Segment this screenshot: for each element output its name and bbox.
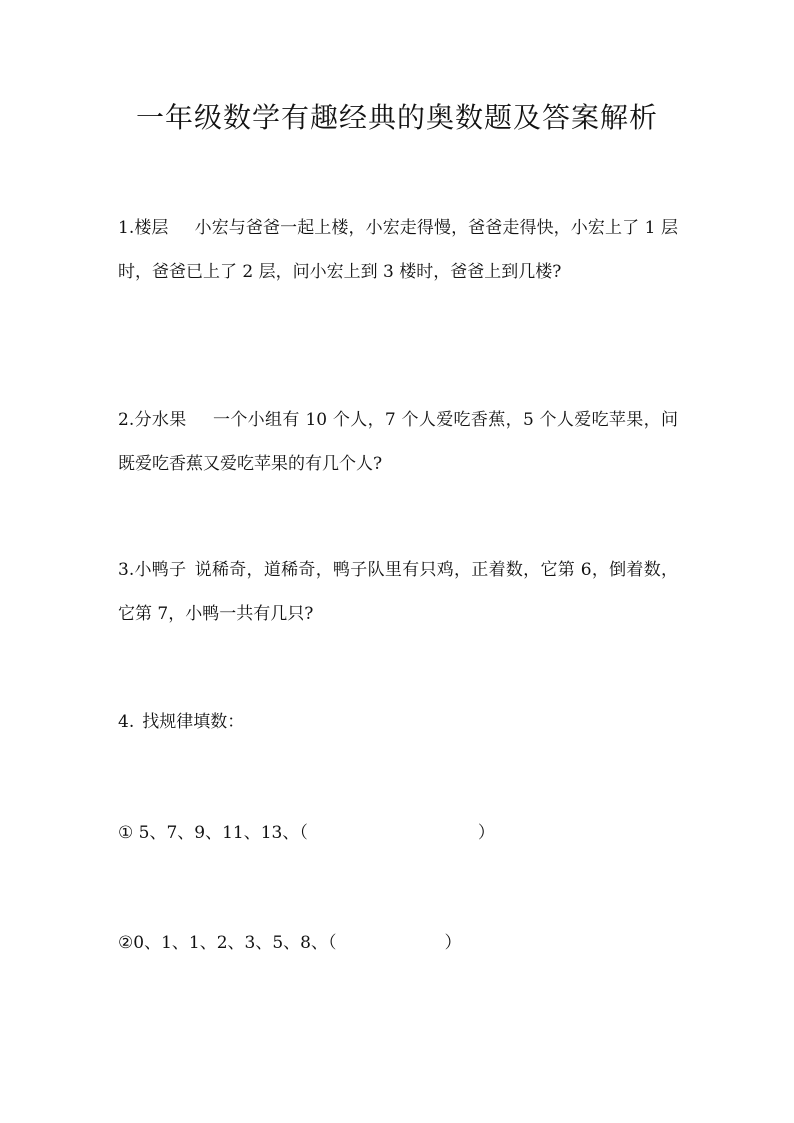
question-4-label: 4. [118,712,135,732]
question-1-text: 小宏与爸爸一起上楼，小宏走得慢，爸爸走得快，小宏上了 1 层时，爸爸已上了 2 层，问小宏上到 3 楼时，爸爸上到几楼? [118,218,678,282]
question-2 [118,398,678,486]
sequence-2 [118,921,678,965]
sequence-1-text: 5、7、9、11、13、（ [133,823,308,843]
page-title: 一年级数学有趣经典的奥数题及答案解析 [135,101,658,134]
question-2-label: 2.分水果 [118,410,187,430]
question-2-text: 一个小组有 10 个人，7 个人爱吃香蕉，5 个人爱吃苹果，问既爱吃香蕉又爱吃苹果的有几个人? [118,410,678,474]
question-4-text: 找规律填数： [142,712,245,732]
question-3-label: 3.小鸭子 [118,560,187,580]
sequence-1-marker: ① [118,823,134,843]
sequence-2-marker: ② [118,933,134,953]
question-3 [118,548,678,636]
question-3-text: 说稀奇，道稀奇，鸭子队里有只鸡，正着数，它第 6，倒着数，它第 7，小鸭一共有几只? [118,560,678,624]
sequence-2-close: ） [444,933,462,953]
sequence-1-close: ） [477,823,495,843]
question-1 [118,206,678,294]
question-1-label: 1.楼层 [118,218,169,238]
sequence-1 [118,811,678,855]
question-4 [118,700,678,744]
sequence-2-text: 0、1、1、2、3、5、8、（ [133,933,337,953]
